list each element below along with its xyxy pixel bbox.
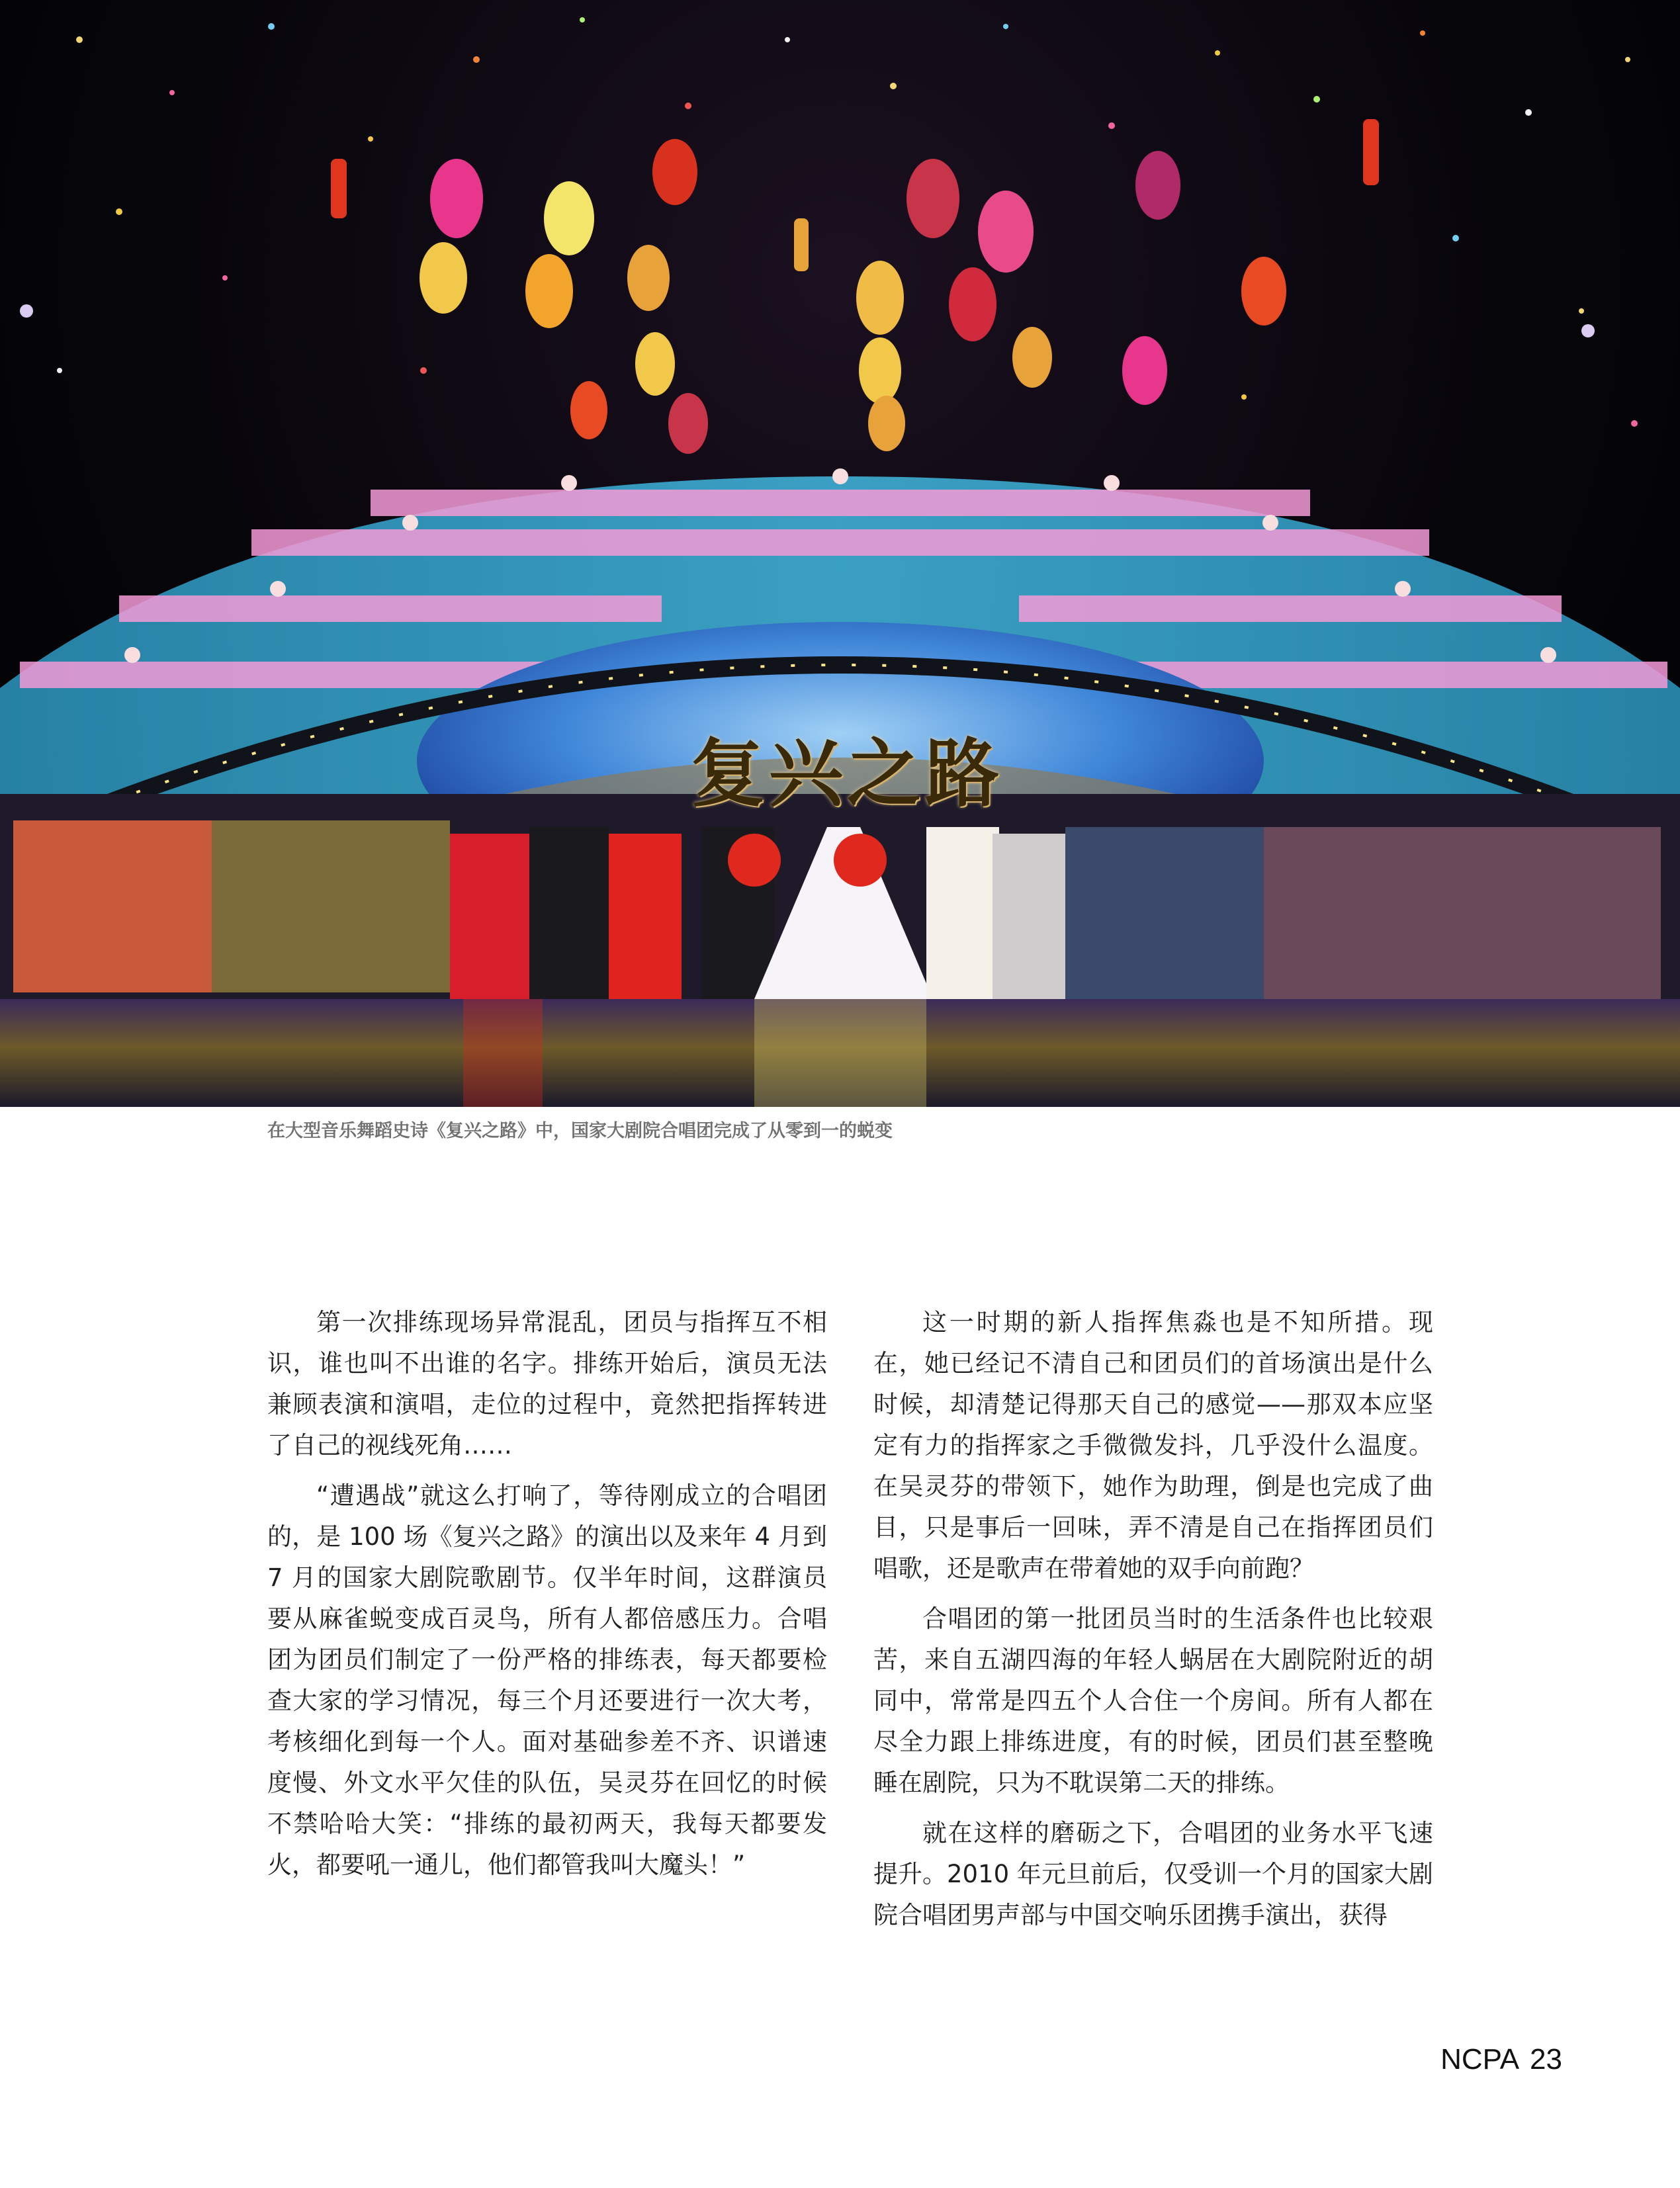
paragraph: 这一时期的新人指挥焦淼也是不知所措。现在，她已经记不清自己和团员们的首场演出是什么时候，却清楚记得那天自己的感觉——那双本应坚定有力的指挥家之手微微发抖，几乎没什么温度。在吴灵芬的带领下，她作为助理，倒是也完成了曲目，只是事后一回味，弄不清是自己在指挥团员们唱歌，还是歌声在带着她的双手向前跑？ <box>873 1308 1433 1583</box>
sparkle-confetti <box>20 17 1638 427</box>
cast-line <box>13 820 1661 999</box>
paragraph: 合唱团的第一批团员当时的生活条件也比较艰苦，来自五湖四海的年轻人蜗居在大剧院附近的胡同中，常常是四五个人合住一个房间。所有人都在尽全力跟上排练进度，有的时候，团员们甚至整晚睡在剧院，只为不耽误第二天的排练。 <box>873 1604 1433 1797</box>
paragraph: 就在这样的磨砺之下，合唱团的业务水平飞速提升。2010 年元旦前后，仅受训一个月的国家大剧院合唱团男声部与中国交响乐团携手演出，获得 <box>873 1819 1433 1929</box>
paragraph: 第一次排练现场异常混乱，团员与指挥互不相识，谁也叫不出谁的名字。排练开始后，演员无法兼顾表演和演唱，走位的过程中，竟然把指挥转进了自己的视线死角…… <box>267 1308 827 1460</box>
article-left-column <box>267 1302 827 1895</box>
photo-caption: 在大型音乐舞蹈史诗《复兴之路》中，国家大剧院合唱团完成了从零到一的蜕变 <box>267 1121 893 1141</box>
page-footer <box>1430 2041 1562 2078</box>
paragraph: “遭遇战”就这么打响了，等待刚成立的合唱团的，是 100 场《复兴之路》的演出以及来年 4 月到 7 月的国家大剧院歌剧节。仅半年时间，这群演员要从麻雀蜕变成百灵鸟，所有人都倍感压力。合唱团为团员们制定了一份严格的排练表，每天都要检查大家的学习情况，每三个月还要进行一次大考，考核细化到每一个人。面对基础参差不齐、识谱速度慢、外文水平欠佳的队伍，吴灵芬在回忆的时候不禁哈哈大笑：“排练的最初两天，我每天都要发火，都要吼一通儿，他们都管我叫大魔头！” <box>267 1481 827 1879</box>
stage-title-banner: 复兴之路 <box>691 730 1003 817</box>
article-right-column <box>873 1302 1433 1945</box>
page-number: 23 <box>1530 2043 1562 2076</box>
flying-performers <box>331 119 1379 454</box>
magazine-name: NCPA <box>1440 2043 1520 2076</box>
